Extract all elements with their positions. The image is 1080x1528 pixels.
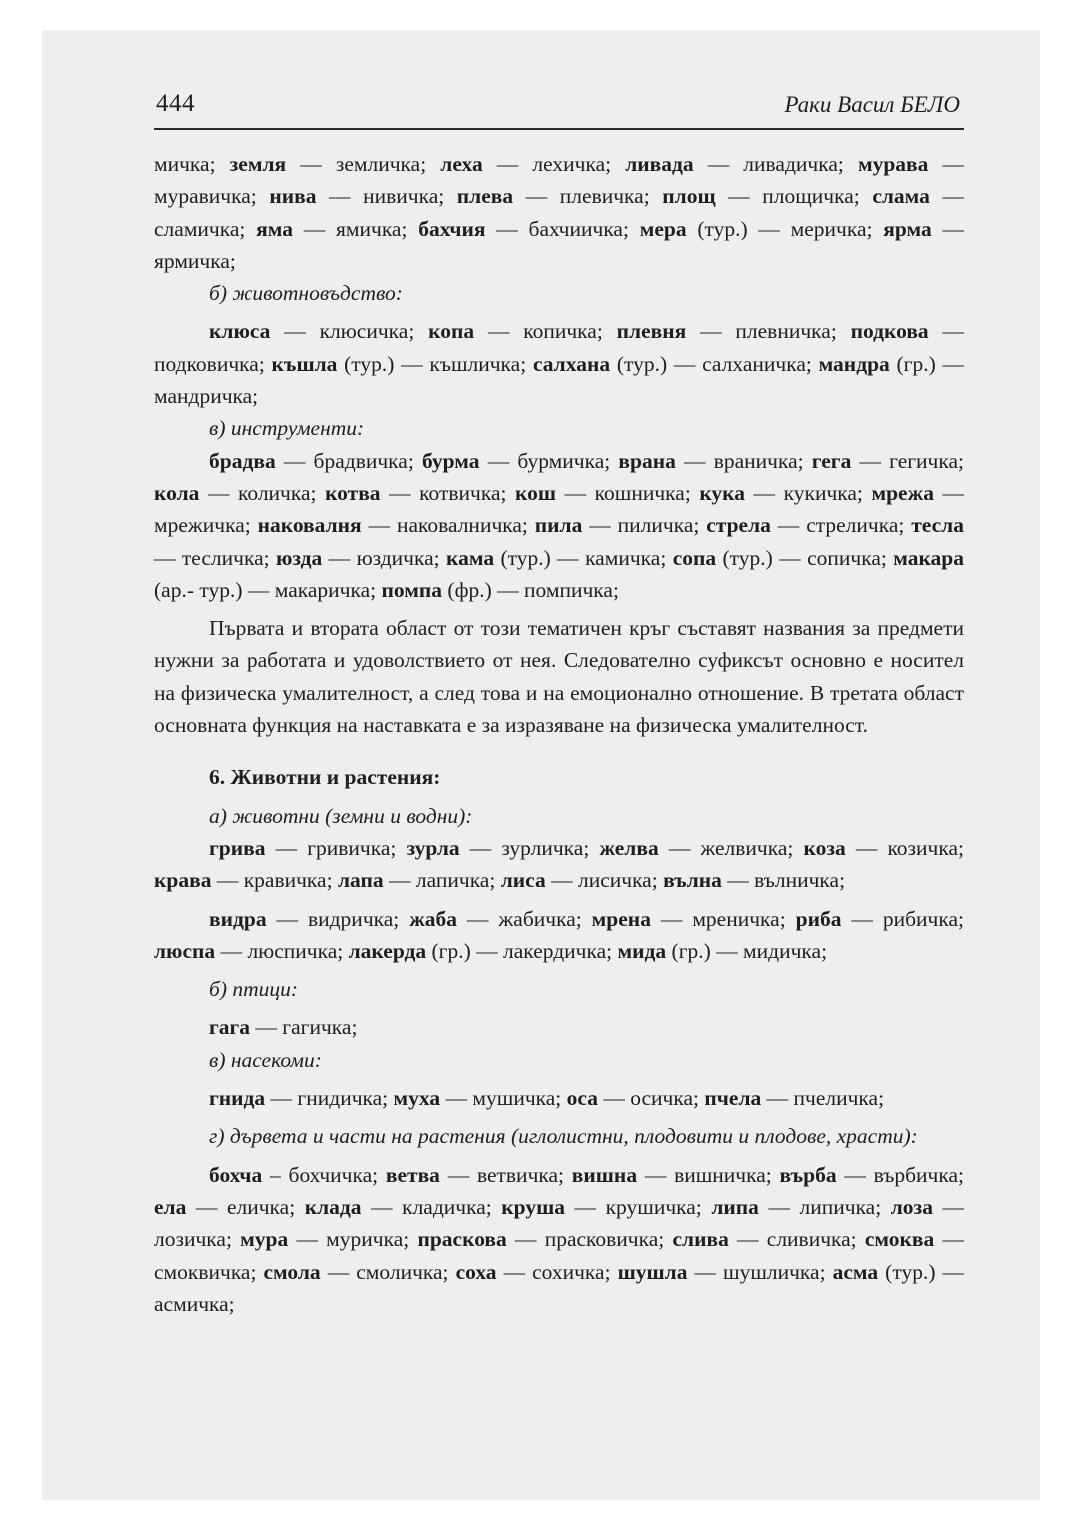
subsection-heading bbox=[154, 800, 964, 832]
headword: лиса bbox=[500, 868, 546, 893]
text-run: — ярмичка; bbox=[154, 216, 965, 273]
headword: муха bbox=[393, 1086, 441, 1111]
headword: клюса bbox=[209, 319, 271, 344]
text-run: — плевничка; bbox=[686, 319, 851, 344]
text-run: (гр.) — мидичка; bbox=[666, 938, 828, 963]
text-run: — ветвичка; bbox=[439, 1162, 572, 1187]
text-run: — враничка; bbox=[675, 448, 812, 473]
text-run: — лехичка; bbox=[482, 152, 626, 176]
text-run: — вълничка; bbox=[721, 868, 846, 893]
headword: коза bbox=[803, 835, 846, 860]
headword: риба bbox=[795, 906, 842, 931]
text-run: — ямичка; bbox=[293, 216, 419, 241]
headword: нива bbox=[269, 184, 317, 209]
text-run: — стреличка; bbox=[770, 513, 912, 538]
headword: соха bbox=[455, 1259, 497, 1284]
text-run: — ливадичка; bbox=[693, 152, 858, 176]
text-run: — копичка; bbox=[474, 319, 617, 344]
subsection-heading bbox=[154, 1120, 964, 1152]
headword: бахчия bbox=[418, 216, 486, 241]
headword: котва bbox=[325, 480, 381, 505]
headword: кола bbox=[154, 480, 200, 505]
page-number: 444 bbox=[156, 90, 195, 117]
headword: асма bbox=[832, 1259, 879, 1284]
headword: плева bbox=[456, 184, 514, 209]
headword: врана bbox=[618, 448, 676, 473]
text-run: мичка; bbox=[154, 152, 230, 176]
paragraph bbox=[154, 612, 964, 741]
text-run: — вишничка; bbox=[637, 1162, 780, 1187]
text-run: (гр.) — мандричка; bbox=[154, 351, 964, 409]
text-run: — лапичка; bbox=[383, 868, 501, 893]
headword: вишна bbox=[571, 1162, 638, 1187]
text-run: (тур.) — салханичка; bbox=[610, 351, 819, 376]
headword: желва bbox=[599, 835, 659, 860]
headword: мура bbox=[240, 1227, 289, 1252]
text-run: — рибичка; bbox=[841, 906, 965, 931]
subsection-heading bbox=[154, 277, 964, 309]
headword: помпа bbox=[381, 577, 443, 602]
text-run: — муравичка; bbox=[154, 152, 965, 209]
text-run: — подковичка; bbox=[154, 319, 965, 376]
text-run: — брадвичка; bbox=[275, 448, 422, 473]
headword: мида bbox=[617, 938, 667, 963]
section-heading bbox=[154, 761, 964, 793]
text-run: — смоличка; bbox=[320, 1259, 456, 1284]
text-run: — сохичка; bbox=[496, 1259, 618, 1284]
headword: липа bbox=[711, 1194, 759, 1219]
headword: сопа bbox=[672, 545, 717, 570]
headword: грива bbox=[209, 835, 266, 860]
text-run: — площичка; bbox=[715, 184, 873, 209]
headword: смола bbox=[263, 1259, 321, 1284]
headword: клада bbox=[304, 1194, 362, 1219]
headword: върба bbox=[779, 1162, 837, 1187]
text-run: — еличка; bbox=[186, 1194, 305, 1219]
text-run: — нивичка; bbox=[316, 184, 457, 209]
page-header bbox=[154, 88, 964, 130]
subsection-label: в) насекоми: bbox=[209, 1047, 322, 1072]
headword: праскова bbox=[417, 1227, 507, 1252]
headword: ветва bbox=[385, 1162, 440, 1187]
headword: гега bbox=[811, 448, 852, 473]
headword: 6. Животни и растения: bbox=[209, 765, 441, 790]
headword: юзда bbox=[275, 545, 323, 570]
headword: мрена bbox=[591, 906, 651, 931]
headword: пчела bbox=[704, 1086, 762, 1111]
text-run: — желвичка; bbox=[658, 835, 804, 860]
text-run: — количка; bbox=[199, 480, 326, 505]
headword: кош bbox=[515, 480, 557, 505]
text-run: — козичка; bbox=[845, 835, 964, 860]
text-run: — бурмичка; bbox=[479, 448, 619, 473]
headword: гнида bbox=[209, 1086, 266, 1111]
headword: наковалня bbox=[257, 513, 362, 538]
text-run: — бахчиичка; bbox=[485, 216, 640, 241]
headword: пила bbox=[534, 513, 583, 538]
headword: мера bbox=[639, 216, 687, 241]
headword: ела bbox=[154, 1194, 187, 1219]
paragraph bbox=[154, 903, 964, 968]
subsection-label: б) птици: bbox=[209, 977, 299, 1002]
text-run: (ар.- тур.) — макаричка; bbox=[154, 577, 382, 602]
text-run: — пиличка; bbox=[582, 513, 707, 538]
paragraph bbox=[154, 1082, 964, 1114]
body-text bbox=[154, 148, 964, 1320]
text-run: — липичка; bbox=[758, 1194, 891, 1219]
headword: площ bbox=[662, 184, 716, 209]
text-run: Първата и втората област от този тематичен кръг съставят названия за предмети нужни за работата и удоволствието от нея. Следователно суфиксът основно е носител на физическа умалителност, а след това и на емоционално отношение. В третата област основната функция на наставката е за изразяване на физическа умалителност. bbox=[154, 616, 964, 738]
text-run: — лозичка; bbox=[154, 1194, 964, 1252]
headword: шушла bbox=[617, 1259, 688, 1284]
text-run: — прасковичка; bbox=[506, 1227, 673, 1252]
headword: вълна bbox=[663, 868, 722, 893]
text-run: — кукичка; bbox=[745, 480, 872, 505]
headword: копа bbox=[428, 319, 475, 344]
headword: зурла bbox=[406, 835, 460, 860]
text-run: (гр.) — лакердичка; bbox=[426, 938, 618, 963]
headword: мурава bbox=[857, 152, 929, 176]
text-run: — тесличка; bbox=[154, 545, 276, 570]
headword: мандра bbox=[818, 351, 890, 376]
headword: тесла bbox=[911, 513, 964, 538]
text-run: — видричка; bbox=[266, 906, 410, 931]
headword: салхана bbox=[532, 351, 611, 376]
paragraph bbox=[154, 315, 964, 412]
headword: яма bbox=[256, 216, 294, 241]
subsection-heading bbox=[154, 1044, 964, 1076]
headword: видра bbox=[209, 906, 267, 931]
text-run: (тур.) — меричка; bbox=[686, 216, 884, 241]
text-run: (фр.) — помпичка; bbox=[442, 577, 619, 602]
text-run: — гагичка; bbox=[250, 1015, 358, 1040]
headword: лапа bbox=[337, 868, 384, 893]
headword: круша bbox=[501, 1194, 566, 1219]
text-run: (тур.) — асмичка; bbox=[154, 1259, 964, 1316]
headword: стрела bbox=[706, 513, 771, 538]
paragraph bbox=[154, 832, 964, 897]
headword: крава bbox=[154, 868, 212, 893]
paragraph bbox=[154, 1011, 964, 1043]
text-run: — шушличка; bbox=[687, 1259, 833, 1284]
headword: бурма bbox=[421, 448, 480, 473]
headword: подкова bbox=[850, 319, 929, 344]
subsection-label: в) инструменти: bbox=[209, 416, 365, 441]
text-run: — наковалничка; bbox=[361, 513, 535, 538]
text-run: — мреничка; bbox=[650, 906, 796, 931]
headword: земля bbox=[229, 152, 287, 176]
text-run: — жабичка; bbox=[457, 906, 592, 931]
text-run: — върбичка; bbox=[836, 1162, 964, 1187]
text-run: — гегичка; bbox=[851, 448, 965, 473]
text-run: — муричка; bbox=[288, 1227, 418, 1252]
paragraph bbox=[154, 1159, 964, 1320]
text-run: — зурличка; bbox=[459, 835, 600, 860]
text-run: — кладичка; bbox=[361, 1194, 502, 1219]
text-run: — пчеличка; bbox=[761, 1086, 885, 1111]
headword: макара bbox=[893, 545, 965, 570]
headword: гага bbox=[209, 1015, 251, 1040]
paragraph bbox=[154, 445, 964, 606]
headword: мрежа bbox=[871, 480, 934, 505]
text-run: — сливичка; bbox=[728, 1227, 865, 1252]
text-run: — лисичка; bbox=[545, 868, 664, 893]
text-run: — кравичка; bbox=[211, 868, 338, 893]
text-run: (тур.) — къшличка; bbox=[337, 351, 533, 376]
running-head: Раки Васил БЕЛО bbox=[784, 92, 960, 117]
headword: леха bbox=[440, 152, 483, 176]
text-run: — кошничка; bbox=[556, 480, 700, 505]
text-run: — юздичка; bbox=[322, 545, 447, 570]
subsection-heading bbox=[154, 412, 964, 444]
headword: бохча bbox=[209, 1162, 263, 1187]
text-run: — мушичка; bbox=[440, 1086, 567, 1111]
text-run: — крушичка; bbox=[565, 1194, 712, 1219]
headword: плевня bbox=[616, 319, 687, 344]
text-run: (тур.) — сопичка; bbox=[716, 545, 894, 570]
text-run: — плевичка; bbox=[513, 184, 663, 209]
paragraph bbox=[154, 148, 964, 277]
headword: жаба bbox=[409, 906, 458, 931]
headword: слама bbox=[872, 184, 930, 209]
text-run: — клюсичка; bbox=[270, 319, 429, 344]
headword: смоква bbox=[864, 1227, 935, 1252]
subsection-heading bbox=[154, 973, 964, 1005]
subsection-label: а) животни (земни и водни): bbox=[209, 803, 473, 828]
headword: брадва bbox=[209, 448, 276, 473]
headword: къшла bbox=[271, 351, 338, 376]
text-run: — осичка; bbox=[597, 1086, 705, 1111]
headword: ярма bbox=[883, 216, 932, 241]
text-run: — мрежичка; bbox=[154, 480, 964, 538]
subsection-label: г) дървета и части на растения (иглолистни, плодовити и плодове, храсти): bbox=[209, 1124, 918, 1149]
text-run: — люспичка; bbox=[215, 938, 349, 963]
text-run: — гнидичка; bbox=[265, 1086, 394, 1111]
text-run: (тур.) — камичка; bbox=[494, 545, 673, 570]
text-run: — смоквичка; bbox=[154, 1227, 964, 1284]
text-run: — котвичка; bbox=[380, 480, 516, 505]
headword: кама bbox=[446, 545, 495, 570]
headword: лакерда bbox=[348, 938, 427, 963]
headword: оса bbox=[566, 1086, 598, 1111]
text-run: — гривичка; bbox=[265, 835, 407, 860]
text-run: – бохчичка; bbox=[262, 1162, 386, 1187]
subsection-label: б) животновъдство: bbox=[209, 281, 403, 306]
text-run: — сламичка; bbox=[154, 184, 964, 241]
text-run: — земличка; bbox=[286, 152, 441, 176]
headword: кука bbox=[699, 480, 745, 505]
headword: люспа bbox=[154, 938, 216, 963]
headword: лоза bbox=[890, 1194, 933, 1219]
headword: ливада bbox=[625, 152, 694, 176]
headword: слива bbox=[672, 1227, 729, 1252]
